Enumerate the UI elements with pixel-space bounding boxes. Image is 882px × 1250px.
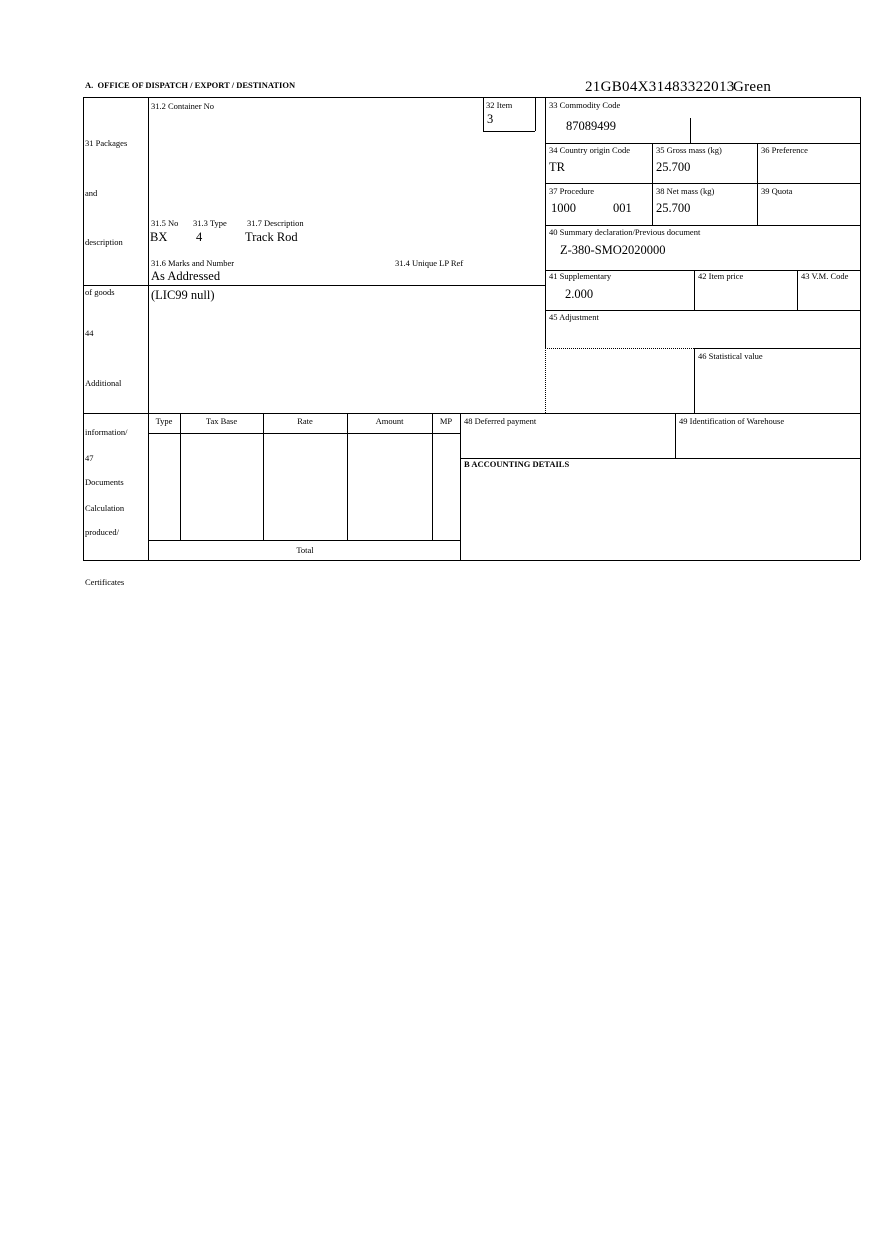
container-no-label: 31.2 Container No: [151, 101, 215, 111]
summary-declaration-label: 40 Summary declaration/Previous document: [549, 227, 701, 237]
line: [690, 118, 691, 143]
item-value: 3: [487, 112, 494, 126]
packages-description-label: 31.7 Description: [247, 218, 304, 228]
marks-value: As Addressed: [151, 269, 221, 283]
adjustment-label: 45 Adjustment: [549, 312, 599, 322]
line: [263, 413, 264, 540]
line: [148, 97, 149, 560]
line: [83, 560, 860, 561]
procedure-value-2: 001: [613, 201, 632, 215]
accounting-details-label: B ACCOUNTING DETAILS: [464, 459, 570, 469]
packages-description-value: Track Rod: [245, 230, 298, 244]
box47-side-label: 47 Calculation: [85, 452, 125, 513]
line: [83, 413, 860, 414]
country-origin-value: TR: [549, 160, 565, 174]
packages-no-label: 31.5 No: [151, 218, 179, 228]
line: [545, 225, 860, 226]
calc-total-label: Total: [296, 545, 314, 555]
calc-col-mp: MP: [439, 416, 453, 426]
line: [694, 348, 695, 413]
deferred-payment-label: 48 Deferred payment: [464, 416, 537, 426]
line: [148, 433, 460, 434]
line: [675, 413, 676, 458]
procedure-label: 37 Procedure: [549, 186, 595, 196]
line: [180, 413, 181, 540]
line: [483, 131, 535, 132]
supplementary-value: 2.000: [565, 287, 594, 301]
summary-declaration-value: Z-380-SMO2020000: [560, 243, 666, 257]
line: [545, 310, 860, 311]
net-mass-value: 25.700: [656, 201, 691, 215]
supplementary-label: 41 Supplementary: [549, 271, 612, 281]
packages-no-value: BX: [150, 230, 168, 244]
lp-ref-label: 31.4 Unique LP Ref: [395, 258, 464, 268]
calc-col-amount: Amount: [375, 416, 404, 426]
line: [83, 285, 545, 286]
vm-code-label: 43 V.M. Code: [801, 271, 849, 281]
calc-col-rate: Rate: [297, 416, 313, 426]
statistical-value-label: 46 Statistical value: [698, 351, 763, 361]
gross-mass-value: 25.700: [656, 160, 691, 174]
calc-col-type: Type: [155, 416, 173, 426]
commodity-code-value: 87089499: [566, 119, 616, 133]
line: [694, 270, 695, 310]
line: [694, 348, 860, 349]
quota-label: 39 Quota: [761, 186, 793, 196]
declaration-reference: 21GB04X31483322013: [585, 79, 735, 95]
warehouse-id-label: 49 Identification of Warehouse: [679, 416, 785, 426]
line: [460, 413, 461, 560]
line: [797, 270, 798, 310]
line: [757, 143, 758, 225]
line: [483, 97, 484, 131]
commodity-code-label: 33 Commodity Code: [549, 100, 621, 110]
line: [535, 97, 536, 131]
line: [432, 413, 433, 540]
packages-type-value: 4: [196, 230, 203, 244]
line: [148, 540, 460, 541]
item-label: 32 Item: [486, 100, 513, 110]
procedure-value-1: 1000: [551, 201, 576, 215]
box31-side-label: 31 Packages and description of goods: [85, 137, 128, 298]
dotted-line: [545, 348, 546, 413]
section-a-title: A. OFFICE OF DISPATCH / EXPORT / DESTINATION: [85, 80, 296, 90]
line: [652, 143, 653, 225]
line: [545, 143, 860, 144]
item-price-label: 42 Item price: [698, 271, 744, 281]
additional-information-value: (LIC99 null): [151, 288, 215, 302]
dotted-line: [545, 348, 694, 349]
routing-status: Green: [733, 79, 772, 95]
preference-label: 36 Preference: [761, 145, 808, 155]
marks-label: 31.6 Marks and Number: [151, 258, 235, 268]
line: [545, 183, 860, 184]
country-origin-label: 34 Country origin Code: [549, 145, 630, 155]
line: [83, 97, 84, 560]
net-mass-label: 38 Net mass (kg): [656, 186, 715, 196]
gross-mass-label: 35 Gross mass (kg): [656, 145, 722, 155]
calc-col-tax-base: Tax Base: [205, 416, 238, 426]
packages-type-label: 31.3 Type: [193, 218, 227, 228]
box44-side-label: 44 Additional information/ Documents produced/ Certificates: [85, 327, 128, 587]
line: [83, 97, 860, 98]
line: [860, 97, 861, 560]
line: [347, 413, 348, 540]
